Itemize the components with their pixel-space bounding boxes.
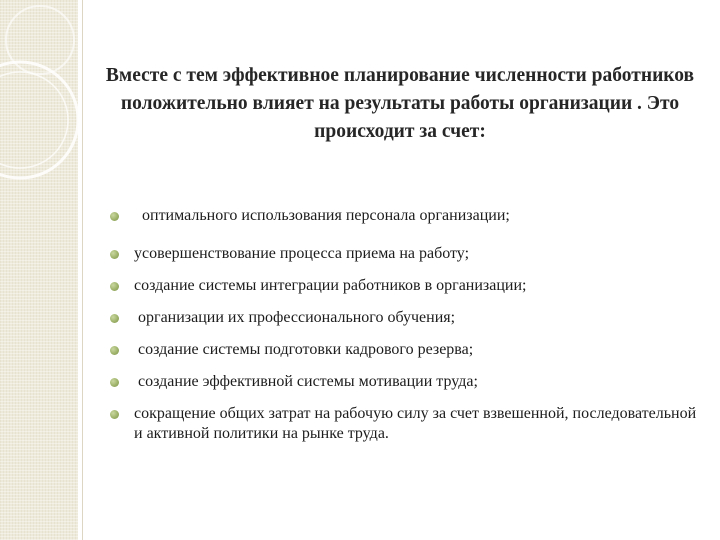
bullet-icon: [110, 346, 119, 355]
list-item: [108, 244, 708, 264]
list-item: [108, 372, 708, 392]
bullet-icon: [110, 410, 119, 419]
list-item: [108, 340, 708, 360]
list-item: [108, 276, 708, 296]
bullet-icon: [110, 250, 119, 259]
list-item-text: оптимального использования персонала организации;: [142, 207, 510, 224]
list-item-text: организации их профессионального обучения;: [138, 309, 456, 326]
list-item-text: создание системы подготовки кадрового резерва;: [138, 341, 474, 358]
list-item-text: создание системы интеграции работников в организации;: [134, 277, 527, 294]
side-divider: [82, 0, 83, 540]
decorative-circles-icon: [0, 0, 78, 540]
slide-title: Вместе с тем эффективное планирование численности работников положительно влияет на результаты работы организации . Это происходит за счет:: [105, 65, 695, 142]
list-item: [108, 308, 708, 328]
bullet-icon: [110, 378, 119, 387]
list-item-text: сокращение общих затрат на рабочую силу за счет взвешенной, последовательной и активной политики на рынке труда.: [134, 405, 697, 442]
decorative-side-panel: [0, 0, 78, 540]
list-item-text: усовершенствование процесса приема на работу;: [134, 245, 470, 262]
list-item-text: создание эффективной системы мотивации труда;: [138, 373, 478, 390]
bullet-icon: [110, 314, 119, 323]
bullet-icon: [110, 282, 119, 291]
list-item: [108, 404, 708, 444]
bullet-list: [108, 206, 708, 456]
bullet-icon: [110, 212, 119, 221]
list-item: [108, 206, 708, 226]
